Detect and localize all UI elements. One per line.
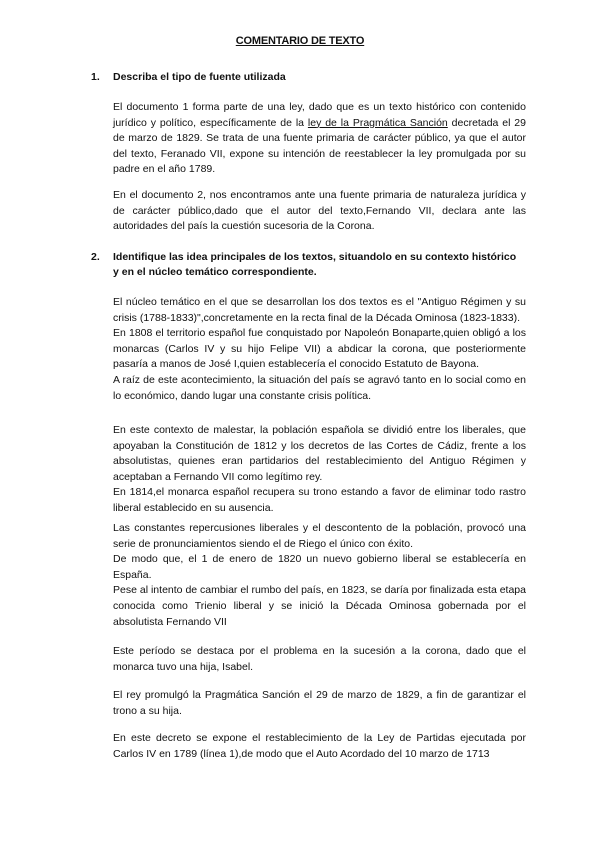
- question-1-heading: [91, 70, 521, 85]
- q2-paragraph-8: Pese al intento de cambiar el rumbo del país, en 1823, se daría por finalizada esta etapa conocida como Trienio liberal y se inició la Década Ominosa gobernada por el absolutista Fernando VII: [113, 584, 526, 628]
- page-title: COMENTARIO DE TEXTO: [235, 35, 365, 47]
- q1-p1-start: El documento 1 forma parte de una ley, dado que es un texto histórico con contenido jurídico y político, específicamente de la: [113, 101, 526, 129]
- q2-paragraph-1: El núcleo temático en el que se desarrollan los dos textos es el "Antiguo Régimen y su crisis (1788-1833)",concretamente en la recta final de la Década Ominosa (1823-1833).: [113, 296, 526, 324]
- q2-paragraph-5: En 1814,el monarca español recupera su trono estando a favor de eliminar todo rastro liberal establecido en su ausencia.: [113, 486, 526, 514]
- q2-paragraph-3: A raíz de este acontecimiento, la situación del país se agravó tanto en lo social como en lo económico, dando lugar una constante crisis política.: [113, 373, 526, 402]
- q2-block-3: [113, 521, 526, 630]
- q2-paragraph-6: Las constantes repercusiones liberales y el descontento de la población, provocó una serie de pronunciamientos siendo el de Riego el único con éxito.: [113, 522, 526, 550]
- q2-block-1: [113, 295, 526, 404]
- q2-paragraph-2: En 1808 el territorio español fue conquistado por Napoleón Bonaparte,quien obligó a los monarcas (Carlos IV y su hijo Felipe VII) a abdicar la corona, que posteriormente pasaría a manos de José I,quien establecería el conocido Estatuto de Bayona.: [113, 327, 526, 371]
- question-1-text: Describa el tipo de fuente utilizada: [113, 71, 286, 83]
- q2-paragraph-11: En este decreto se expone el restablecimiento de la Ley de Partidas ejecutada por Carlos IV en 1789 (línea 1),de modo que el Auto Acordado del 10 marzo de 1713: [113, 732, 526, 760]
- question-2-number: 2.: [91, 251, 100, 263]
- q2-paragraph-10: El rey promulgó la Pragmática Sanción el 29 de marzo de 1829, a fin de garantizar el trono a su hija.: [113, 689, 526, 717]
- q1-paragraph-1: [113, 100, 526, 178]
- q2-block-2: [113, 423, 526, 517]
- q1-paragraph-2: En el documento 2, nos encontramos ante una fuente primaria de naturaleza jurídica y de carácter público,dado que el autor del texto,Fernando VII, declara ante las autoridades del país la cuestión sucesoria de la Corona.: [113, 189, 526, 233]
- question-2-text: Identifique las idea principales de los textos, situandolo en su contexto histórico y en el núcleo temático correspondiente.: [113, 251, 517, 278]
- question-1-number: 1.: [91, 71, 100, 83]
- question-2-heading: [91, 250, 521, 280]
- q1-p1-end: decretada el 29 de marzo de 1829. Se trata de una fuente primaria de carácter público, ya que el autor del texto, Feranado VII, expone su intención de reestablecer la ley promulgada por su padre en el año 1789.: [113, 116, 526, 176]
- pragmatica-link[interactable]: ley de la Pragmática Sanción: [307, 116, 448, 129]
- q2-paragraph-4: En este contexto de malestar, la población española se dividió entre los liberales, que apoyaban la Constitución de 1812 y los decretos de las Cortes de Cádiz, frente a los absolutistas, quienes eran partidarios del restablecimiento del Antiguo Régimen y aceptaban a Fernando VII como legítimo rey.: [113, 424, 526, 483]
- q2-paragraph-9: Este período se destaca por el problema en la sucesión a la corona, dado que el monarca tuvo una hija, Isabel.: [113, 645, 526, 673]
- q2-paragraph-7: De modo que, el 1 de enero de 1820 un nuevo gobierno liberal se establecería en España.: [113, 553, 526, 581]
